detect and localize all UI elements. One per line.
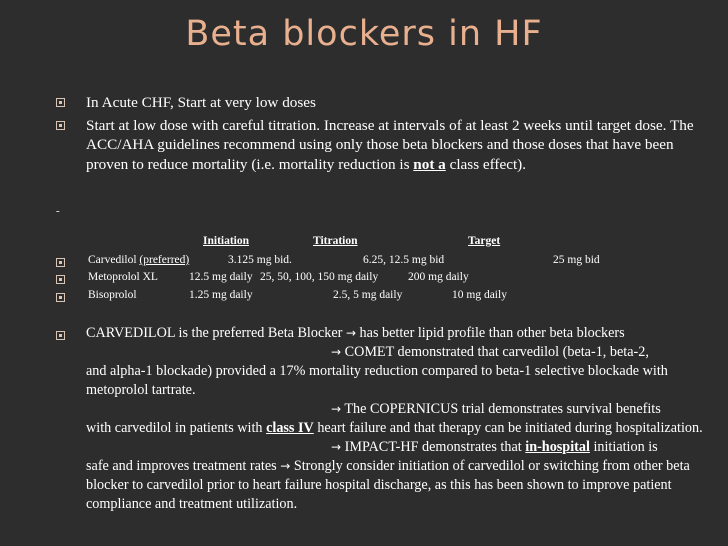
bullet-icon xyxy=(56,293,65,302)
drug-name: Carvedilol (preferred) xyxy=(88,254,190,266)
drug-name: Metoprolol XL xyxy=(88,271,158,283)
arrow-right-icon: → xyxy=(345,326,356,340)
copernicus-text: with carvedilol in patients with class IV heart failure and that therapy can be initiated during hospitalization. xyxy=(86,420,703,436)
not-a-emphasis: not a xyxy=(413,155,446,173)
target-dose: 25 mg bid xyxy=(553,254,600,266)
arrow-right-icon: → xyxy=(331,345,342,359)
copernicus-line: → The COPERNICUS trial demonstrates survival benefits xyxy=(331,401,661,417)
drug-name: Bisoprolol xyxy=(88,289,137,301)
target-dose: 200 mg daily xyxy=(408,271,469,283)
bullet-text: In Acute CHF, Start at very low doses xyxy=(86,94,316,111)
titration-dose: 2.5, 5 mg daily xyxy=(333,289,403,301)
comet-text: and alpha-1 blockade) provided a 17% mortality reduction compared to beta-1 selective blockade with metoprolol tartrate. xyxy=(86,363,668,398)
in-hospital-emphasis: in-hospital xyxy=(525,439,590,455)
bullet-icon xyxy=(56,275,65,284)
bullet-icon xyxy=(56,121,65,130)
class-iv-emphasis: class IV xyxy=(266,420,314,436)
arrow-right-icon: → xyxy=(280,459,291,473)
titration-dose: 6.25, 12.5 mg bid xyxy=(363,254,445,266)
bullet-icon xyxy=(56,331,65,340)
carvedilol-paragraph xyxy=(86,324,720,514)
titration-dose: 25, 50, 100, 150 mg daily xyxy=(260,271,379,283)
carvedilol-line: CARVEDILOL is the preferred Beta Blocker → has better lipid profile than other beta blockers xyxy=(86,325,625,341)
initiation-dose: 3.125 mg bid. xyxy=(228,254,292,266)
slide-title: Beta blockers in HF xyxy=(185,14,543,54)
bullet-icon xyxy=(56,98,65,107)
bullet-icon xyxy=(56,258,65,267)
target-dose: 10 mg daily xyxy=(452,289,507,301)
dash-line: - xyxy=(56,205,60,217)
impact-line: → IMPACT-HF demonstrates that in-hospital initiation is xyxy=(331,439,658,455)
header-target: Target xyxy=(468,235,501,247)
arrow-right-icon: → xyxy=(331,440,342,454)
header-initiation: Initiation xyxy=(203,235,250,247)
initiation-dose: 12.5 mg daily xyxy=(189,271,253,283)
header-titration: Titration xyxy=(313,235,358,247)
impact-text: safe and improves treatment rates → Strongly consider initiation of carvedilol or switching from other beta blocker to carvedilol prior to heart failure hospital discharge, as this has been shown to improve patient compliance and treatment utilization. xyxy=(86,458,690,512)
comet-line: → COMET demonstrated that carvedilol (beta-1, beta-2, xyxy=(331,344,649,360)
initiation-dose: 1.25 mg daily xyxy=(189,289,253,301)
arrow-right-icon: → xyxy=(331,402,342,416)
bullet-text: Start at low dose with careful titration. Increase at intervals of at least 2 weeks until target dose. The ACC/AHA guidelines recommend using only those beta blockers and those doses that have been proven to reduce mortality (i.e. mortality reduction is not a class effect). xyxy=(86,117,694,173)
